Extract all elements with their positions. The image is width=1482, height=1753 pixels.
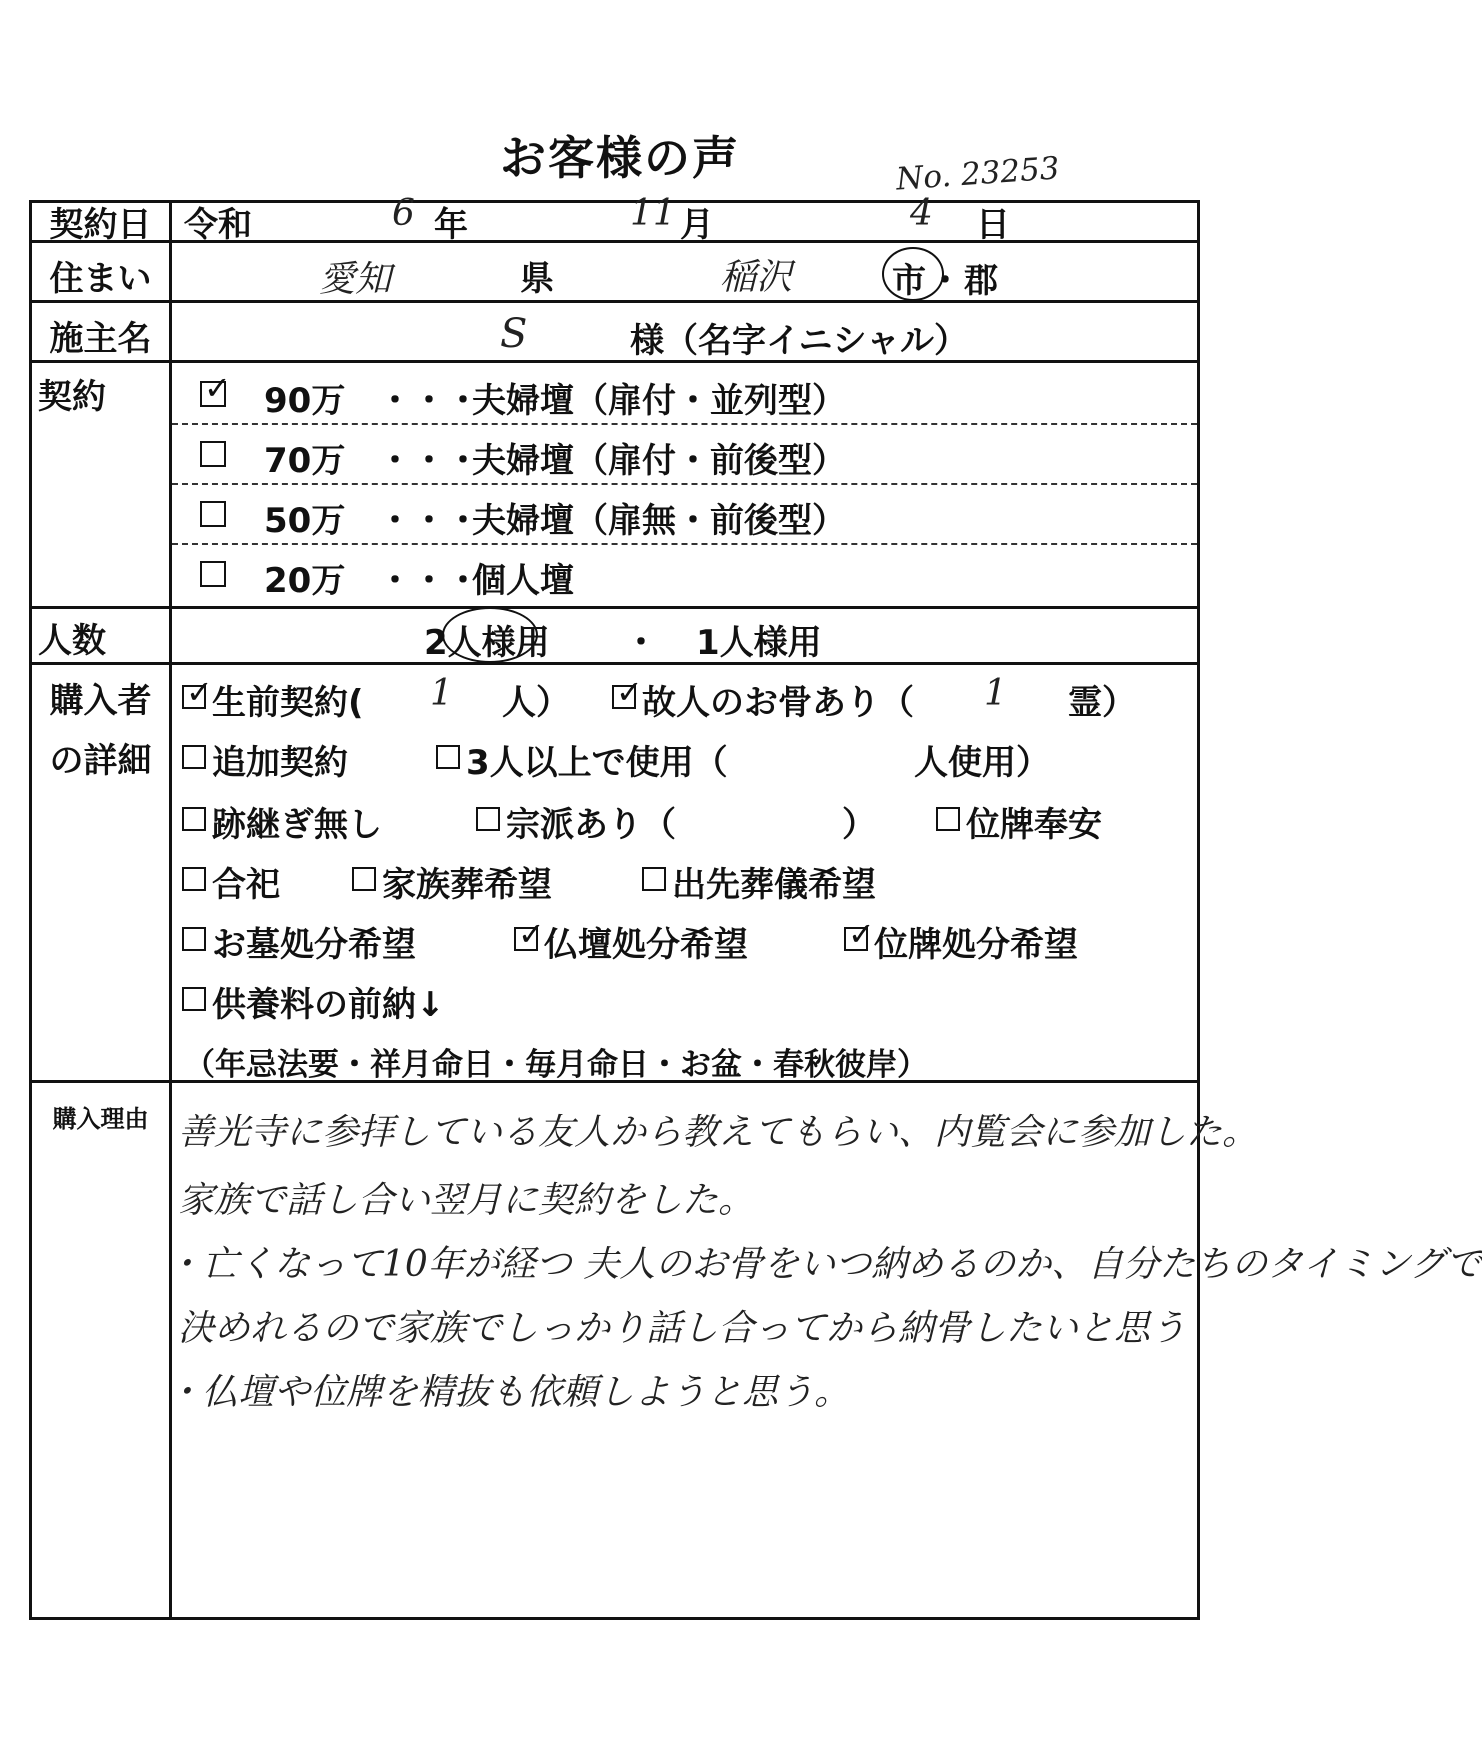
deceased-bones-unit: 霊）: [1068, 683, 1136, 723]
month-value: 11: [630, 193, 676, 234]
people-option-2[interactable]: 2人様用: [424, 623, 550, 663]
day-unit: 日: [976, 205, 1010, 245]
reason-line: 決めれるので家族でしっかり話し合ってから納骨したいと思う: [178, 1308, 1187, 1349]
reason-line: ・仏壇や位牌を精抜も依頼しようと思う。: [166, 1372, 851, 1413]
option-desc: 夫婦壇（扉付・前後型）: [472, 441, 846, 481]
prepay-memorial-checkbox[interactable]: [182, 987, 206, 1011]
ihai-housan-label: 位牌奉安: [966, 805, 1102, 845]
sect-label: 宗派あり（: [506, 805, 676, 845]
row-divider: [32, 300, 1197, 303]
day-value: 4: [910, 193, 933, 234]
prepay-note: （年忌法要・祥月命日・毎月命日・お盆・春秋彼岸）: [184, 1047, 928, 1083]
page-title: お客様の声: [500, 131, 740, 185]
contract-date-label: 契約日: [49, 205, 152, 245]
outside-funeral-checkbox[interactable]: [642, 867, 666, 891]
purchaser-label-line1: 購入者: [49, 681, 152, 721]
grave-disposal-checkbox[interactable]: [182, 927, 206, 951]
option-desc: 個人壇: [472, 561, 574, 601]
additional-contract-checkbox[interactable]: [182, 745, 206, 769]
row-divider: [32, 606, 1197, 609]
checkbox[interactable]: [200, 369, 231, 407]
residence-label: 住まい: [49, 259, 152, 299]
checkmark-icon: ✓: [518, 915, 545, 953]
deceased-bones-count: 1: [984, 673, 1007, 714]
prepay-memorial-label: 供養料の前納↓: [212, 985, 445, 1025]
reason-line: 善光寺に参拝している友人から教えてもらい、内覧会に参加した。: [178, 1112, 1259, 1153]
year-value: 6: [392, 193, 415, 234]
option-price: 20万: [264, 561, 346, 601]
pre-contract-label: 生前契約(: [212, 683, 364, 723]
year-unit: 年: [434, 205, 468, 245]
purchaser-label-line2: の詳細: [49, 741, 152, 781]
city-unit: 市: [892, 261, 926, 301]
sect-close: ）: [842, 805, 876, 845]
option-divider: [172, 483, 1197, 485]
district-unit: 郡: [964, 261, 998, 301]
grave-disposal-label: お墓処分希望: [212, 925, 416, 965]
checkbox[interactable]: [200, 561, 226, 587]
butsudan-disposal-label: 仏壇処分希望: [544, 925, 748, 965]
option-divider: [172, 543, 1197, 545]
butsudan-disposal-checkbox[interactable]: [514, 915, 545, 953]
prefecture-value: 愛知: [319, 259, 392, 300]
deceased-bones-label: 故人のお骨あり（: [642, 683, 914, 723]
sect-checkbox[interactable]: [476, 807, 500, 831]
three-plus-checkbox[interactable]: [436, 745, 460, 769]
reason-line: ・亡くなって10年が経つ 夫人のお骨をいつ納めるのか、自分たちのタイミングで: [166, 1244, 1482, 1285]
option-dots: ・・・: [378, 381, 480, 421]
era-label: 令和: [184, 205, 252, 245]
family-funeral-checkbox[interactable]: [352, 867, 376, 891]
option-price: 90万: [264, 381, 346, 421]
no-successor-checkbox[interactable]: [182, 807, 206, 831]
additional-contract-label: 追加契約: [212, 743, 348, 783]
checkmark-icon: ✓: [848, 915, 875, 953]
city-value: 稲沢: [720, 257, 793, 298]
owner-suffix: 様（名字イニシャル）: [630, 321, 968, 361]
option-dots: ・・・: [378, 501, 480, 541]
owner-label: 施主名: [49, 319, 152, 359]
contract-label: 契約: [38, 377, 106, 417]
three-plus-unit: 人使用）: [914, 743, 1050, 783]
ihai-disposal-label: 位牌処分希望: [874, 925, 1078, 965]
pre-contract-unit: 人）: [502, 683, 570, 723]
option-desc: 夫婦壇（扉付・並列型）: [472, 381, 846, 421]
family-funeral-label: 家族葬希望: [382, 865, 552, 905]
separator-dot: ・: [928, 261, 962, 301]
month-unit: 月: [680, 205, 714, 245]
three-plus-label: 3人以上で使用（: [466, 743, 728, 783]
checkmark-icon: ✓: [616, 673, 643, 711]
document-number: No. 23253: [894, 150, 1061, 198]
option-divider: [172, 423, 1197, 425]
option-dots: ・・・: [378, 441, 480, 481]
option-dots: ・・・: [378, 561, 480, 601]
option-price: 70万: [264, 441, 346, 481]
pre-contract-checkbox[interactable]: [182, 673, 213, 711]
people-option-1[interactable]: 1人様用: [696, 623, 822, 663]
goshi-label: 合祀: [212, 865, 280, 905]
deceased-bones-checkbox[interactable]: [612, 673, 643, 711]
checkmark-icon: ✓: [204, 369, 231, 407]
reason-label: 購入理由: [52, 1105, 149, 1133]
checkmark-icon: ✓: [186, 673, 213, 711]
people-label: 人数: [38, 621, 106, 661]
people-separator: ・: [624, 623, 658, 663]
checkbox[interactable]: [200, 501, 226, 527]
row-divider: [32, 662, 1197, 665]
ihai-housan-checkbox[interactable]: [936, 807, 960, 831]
reason-line: 家族で話し合い翌月に契約をした。: [178, 1180, 755, 1221]
prefecture-unit: 県: [520, 259, 554, 299]
checkbox[interactable]: [200, 441, 226, 467]
owner-initial: S: [500, 311, 528, 357]
goshi-checkbox[interactable]: [182, 867, 206, 891]
pre-contract-count: 1: [430, 673, 453, 714]
outside-funeral-label: 出先葬儀希望: [672, 865, 876, 905]
no-successor-label: 跡継ぎ無し: [212, 805, 382, 845]
option-price: 50万: [264, 501, 346, 541]
option-desc: 夫婦壇（扉無・前後型）: [472, 501, 846, 541]
row-divider: [32, 360, 1197, 363]
ihai-disposal-checkbox[interactable]: [844, 915, 875, 953]
